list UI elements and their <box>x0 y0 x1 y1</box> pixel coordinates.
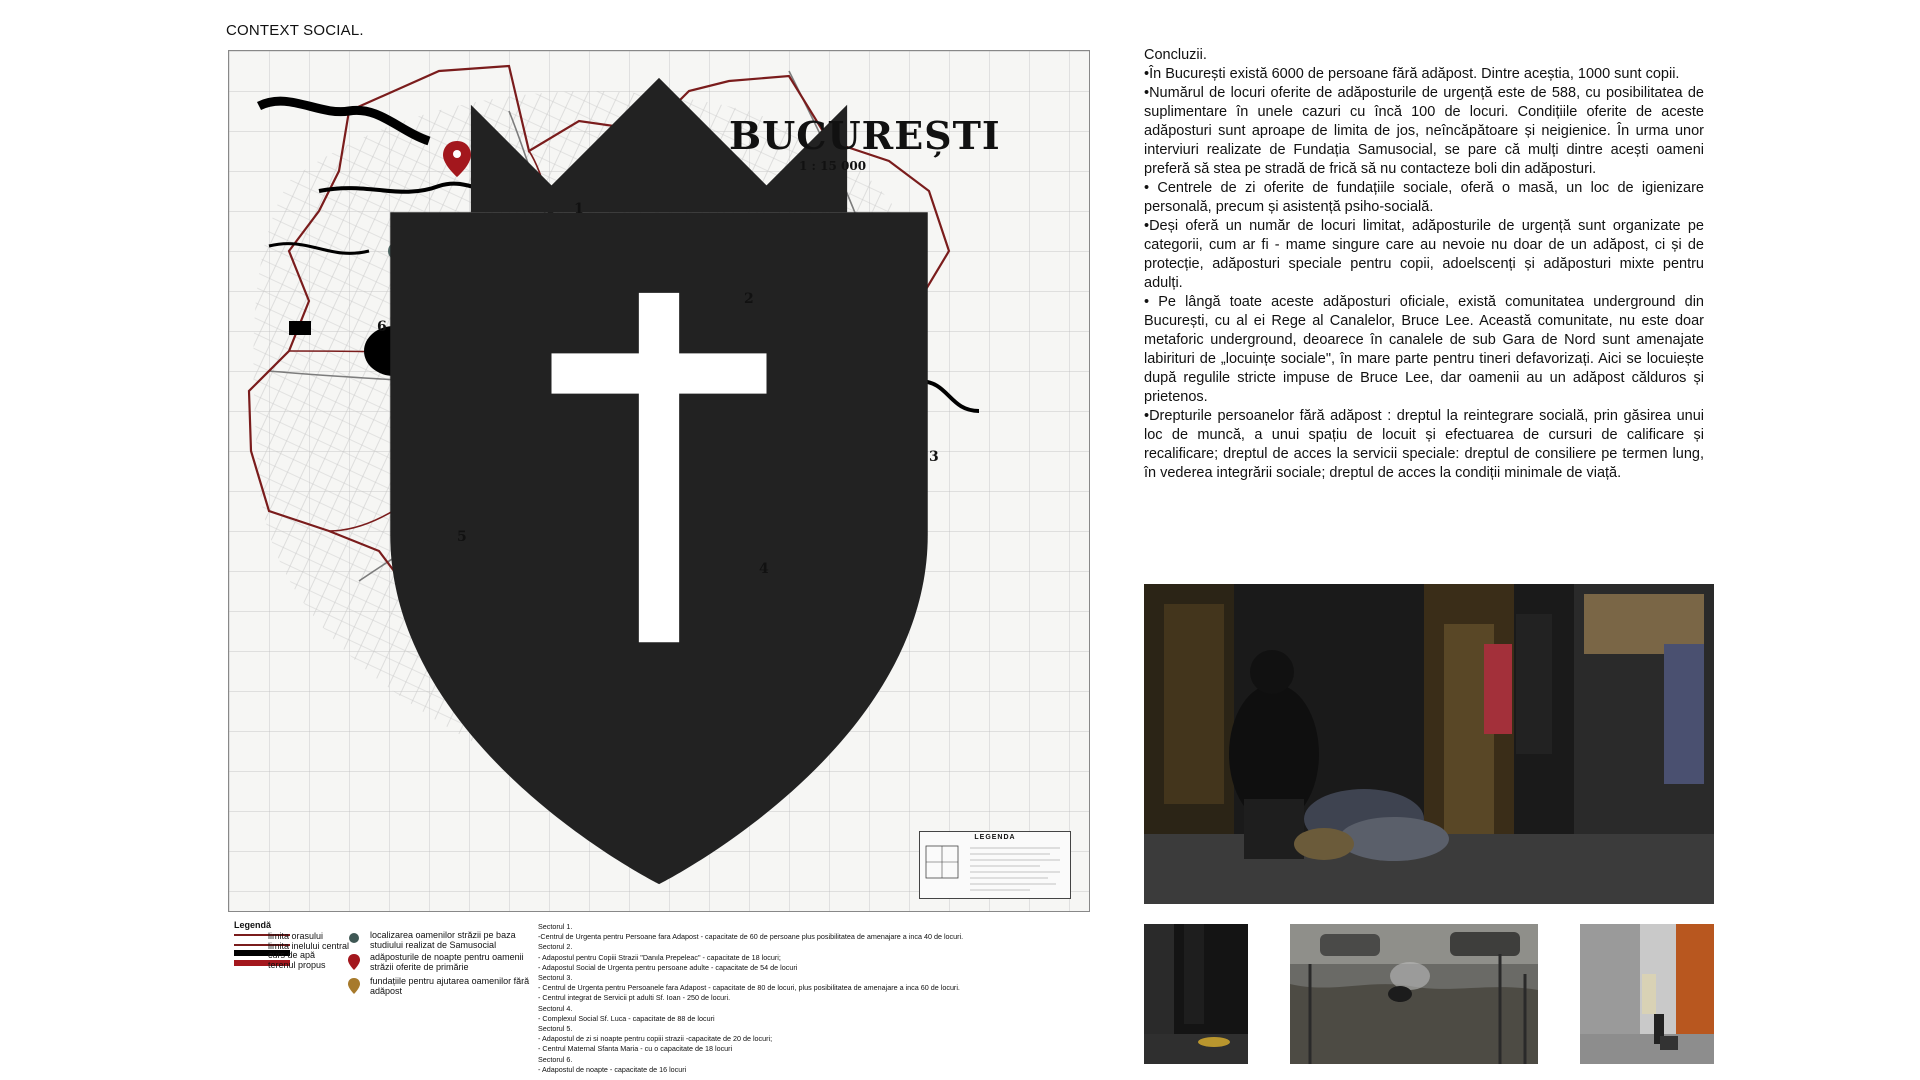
sector-note: - Centrul Maternal Sfanta Maria - cu o capacitate de 18 locuri <box>538 1044 733 1054</box>
sector-label-5: 5 <box>457 529 467 545</box>
sector-note: - Adapostul de zi si noapte pentru copiii strazii -capacitate de 20 de locuri; <box>538 1034 773 1044</box>
page-title: CONTEXT SOCIAL. <box>226 22 364 39</box>
city-crest-icon <box>229 51 1089 911</box>
map-scale: 1 : 15 000 <box>799 159 867 173</box>
sector-note: - Adapostul de noapte - capacitate de 16 locuri <box>538 1064 687 1074</box>
sector-label-6: 6 <box>377 319 387 335</box>
station-entrance-photo <box>1580 924 1714 1064</box>
legend-red-pin-label: adăposturile de noapte pentru oamenii străzii oferite de primărie <box>370 952 524 972</box>
sector-label-1: 1 <box>574 201 584 217</box>
sector-note: Sectorul 5. <box>538 1024 573 1034</box>
map-legend-box-contents <box>920 832 1090 912</box>
park-camp-photo <box>1290 924 1538 1064</box>
sector-label-3: 3 <box>929 449 939 465</box>
map-title: BUCUREȘTI <box>729 113 1001 158</box>
legend-central-ring-label: limita inelului central <box>268 941 350 951</box>
sector-note: -Centrul de Urgenta pentru Persoane fara Adapost - capacitate de 60 de persoane plus posibilitatea de amenajare a inca 40 de locuri. <box>538 932 964 942</box>
sector-notes <box>538 922 1098 1075</box>
map-legend-box <box>919 831 1071 899</box>
conclusion-paragraph: • Pe lângă toate aceste adăposturi oficiale, există comunitatea underground din București, cu al ei Rege al Canalelor, Bruce Lee. Această comunitate, nu este doar metaforic underground, deoarece în canalele de sub Gara de Nord sunt amenajate labirituri de „locuințe sociale", în mare parte pentru tineri defavorizați. Aici se locuiește după regulile stricte impuse de Bruce Lee, dar oamenii au un adăpost călduros și prietenos. <box>1144 294 1704 405</box>
legend-gold-pin-label: fundațiile pentru ajutarea oamenilor fără adăpost <box>370 976 530 996</box>
legend-proposed-site-label: terenul propus <box>268 960 326 970</box>
map-legend-box-title: LEGENDA <box>974 834 1016 841</box>
conclusion-paragraph: •Drepturile persoanelor fără adăpost : dreptul la reintegrare socială, prin găsirea unui loc de muncă, a unui spațiu de locuit și efectuarea de cursuri de calificare și recalificare; dreptul de acces la servicii speciale: dreptul de consiliere pe termen lung, în vederea integrării sociale; dreptul de acces la condiții minimale de viață. <box>1144 408 1704 481</box>
sector-note: Sectorul 3. <box>538 973 573 983</box>
sector-note: - Centrul de Urgenta pentru Persoanele fara Adapost - capacitate de 80 de locuri, plus posibilitatea de amenajare a inca 60 de locuri. <box>538 983 960 993</box>
sector-label-4: 4 <box>759 561 769 577</box>
teal-dot-icon <box>348 932 360 944</box>
sector-label-2: 2 <box>744 291 754 307</box>
sector-note: - Centrul integrat de Servicii pt adulti Sf. Ioan - 250 de locuri. <box>538 993 731 1003</box>
city-map[interactable] <box>228 50 1090 912</box>
homeless-street-photo <box>1144 584 1714 904</box>
legend-water-label: curs de apă <box>268 950 316 960</box>
red-pin-icon <box>348 954 360 970</box>
night-street-photo <box>1144 924 1248 1064</box>
conclusions-heading: Concluzii. <box>1144 47 1207 63</box>
sector-note: - Complexul Social Sf. Luca - capacitate de 88 de locuri <box>538 1013 715 1023</box>
sector-note: Sectorul 1. <box>538 922 573 931</box>
legend-title: Legendă <box>234 920 272 930</box>
conclusions-text <box>1144 46 1704 483</box>
sector-note: Sectorul 6. <box>538 1054 573 1064</box>
conclusion-paragraph: • Centrele de zi oferite de fundațiile sociale, oferă o masă, un loc de igienizare personală, precum și asistență psiho-socială. <box>1144 180 1704 215</box>
conclusion-paragraph: •În București există 6000 de persoane fără adăpost. Dintre aceștia, 1000 sunt copii. <box>1144 66 1680 82</box>
sector-note: - Adapostul pentru Copiii Strazii "Danıla Prepeleac" - capacitate de 18 locuri; <box>538 952 781 962</box>
sector-note: - Adapostul Social de Urgenta pentru persoane adulte - capacitate de 54 de locuri <box>538 962 798 972</box>
conclusion-paragraph: •Numărul de locuri oferite de adăposturile de urgență este de 588, cu posibilitatea de suplimentare în unele cazuri cu încă 100 de locuri. Condițiile oferite de aceste adăposturi sunt aproape de limita de jos, neîncăpătoare și neigienice. În urma unor interviuri realizate de Fundația Samusocial, se pare că mulți dintre acești oameni preferă să stea pe stradă de frică să nu contacteze boli din adăposturi. <box>1144 85 1704 177</box>
gold-pin-icon <box>348 978 360 994</box>
sector-note: Sectorul 4. <box>538 1003 573 1013</box>
legend-dot-label: localizarea oamenilor străzii pe baza studiului realizat de Samusocial <box>370 930 516 950</box>
sector-note: Sectorul 2. <box>538 942 573 952</box>
legend-city-limit-label: limita orasului <box>268 931 324 941</box>
conclusion-paragraph: •Deși oferă un număr de locuri limitat, adăposturile de urgență sunt organizate pe categorii, cum ar fi - mame singure care au nevoie nu doar de un adăpost, ci și de protecție, adăposturi speciale pentru copii, adoelscenți și adăposturi mixte pentru adulți. <box>1144 218 1704 291</box>
